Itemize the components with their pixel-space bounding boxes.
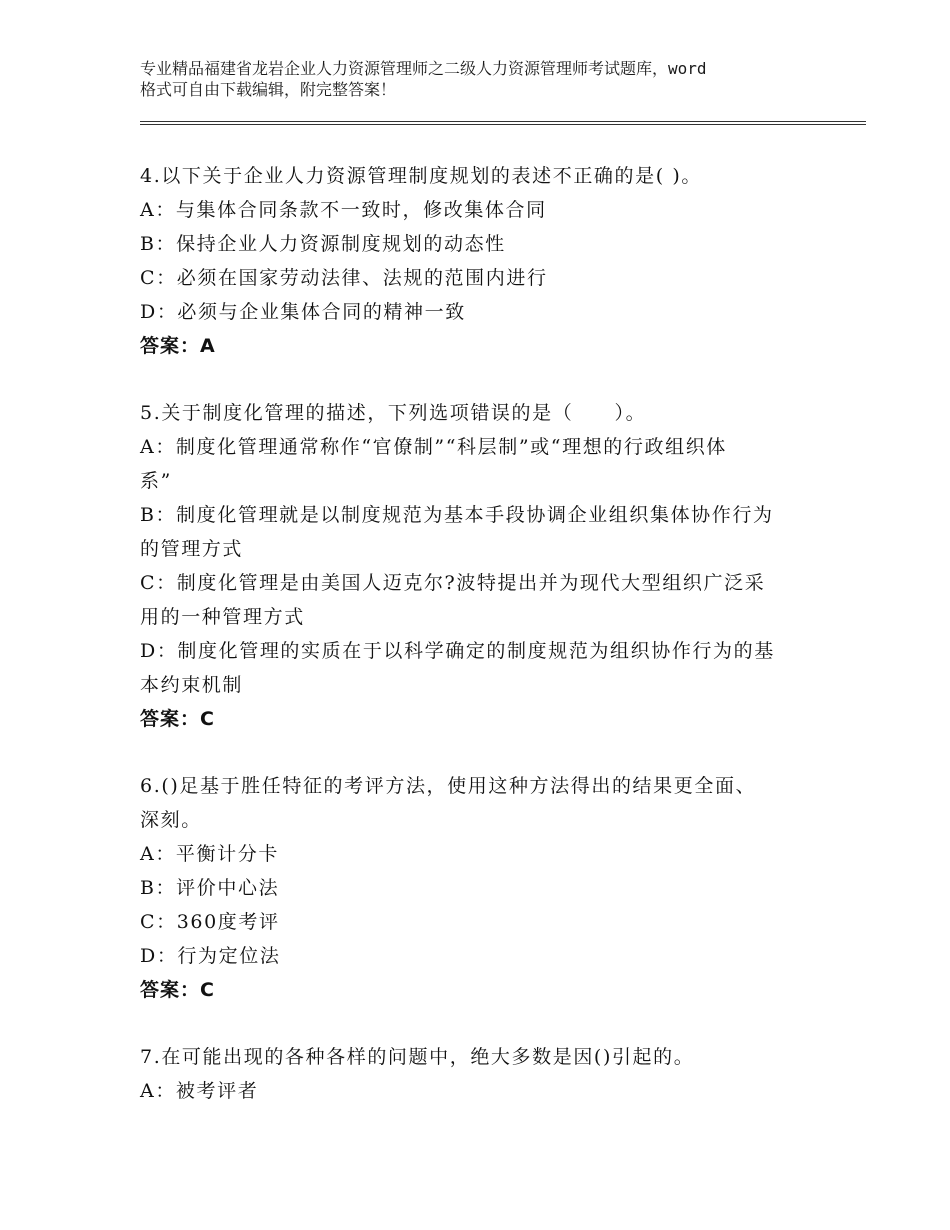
header-line-2: 格式可自由下载编辑，附完整答案！: [140, 80, 397, 99]
answer-option: D：必须与企业集体合同的精神一致: [140, 301, 466, 323]
question-stem: 5.关于制度化管理的描述，下列选项错误的是（ ）。: [140, 402, 647, 424]
answer-option: D：行为定位法: [140, 945, 281, 967]
question-stem: 6.()足基于胜任特征的考评方法，使用这种方法得出的结果更全面、: [140, 775, 757, 797]
question-list: [140, 159, 820, 1141]
answer-option: 本约束机制: [140, 674, 244, 696]
answer-option: C：360度考评: [140, 911, 280, 933]
answer-option: 用的一种管理方式: [140, 606, 305, 628]
answer-option: D：制度化管理的实质在于以科学确定的制度规范为组织协作行为的基: [140, 640, 775, 662]
question-block: [140, 159, 820, 363]
question-block: [140, 769, 820, 1007]
question-stem: 深刻。: [140, 809, 202, 831]
answer-key: 答案：C: [140, 708, 215, 730]
question-stem: 7.在可能出现的各种各样的问题中，绝大多数是因()引起的。: [140, 1046, 695, 1068]
answer-option: A：制度化管理通常称作“官僚制”“科层制”或“理想的行政组织体: [140, 436, 727, 458]
answer-option: A：与集体合同条款不一致时，修改集体合同: [140, 199, 547, 221]
document-header: [140, 58, 860, 100]
question-stem: 4.以下关于企业人力资源管理制度规划的表述不正确的是( )。: [140, 165, 702, 187]
answer-option: C：必须在国家劳动法律、法规的范围内进行: [140, 267, 548, 289]
answer-option: B：评价中心法: [140, 877, 280, 899]
answer-option: A：平衡计分卡: [140, 843, 279, 865]
answer-option: B：保持企业人力资源制度规划的动态性: [140, 233, 506, 255]
answer-key: 答案：C: [140, 979, 215, 1001]
answer-key: 答案：A: [140, 335, 216, 357]
header-line-1: 专业精品福建省龙岩企业人力资源管理师之二级人力资源管理师考试题库，word: [140, 59, 707, 78]
question-block: [140, 1040, 820, 1108]
question-block: [140, 396, 820, 736]
answer-option: 的管理方式: [140, 538, 244, 560]
answer-option: 系”: [140, 470, 172, 492]
answer-option: C：制度化管理是由美国人迈克尔?波特提出并为现代大型组织广泛采: [140, 572, 766, 594]
answer-option: B：制度化管理就是以制度规范为基本手段协调企业组织集体协作行为: [140, 504, 774, 526]
answer-option: A：被考评者: [140, 1080, 259, 1102]
header-rule-bottom: [140, 124, 866, 125]
header-rule-top: [140, 121, 866, 122]
